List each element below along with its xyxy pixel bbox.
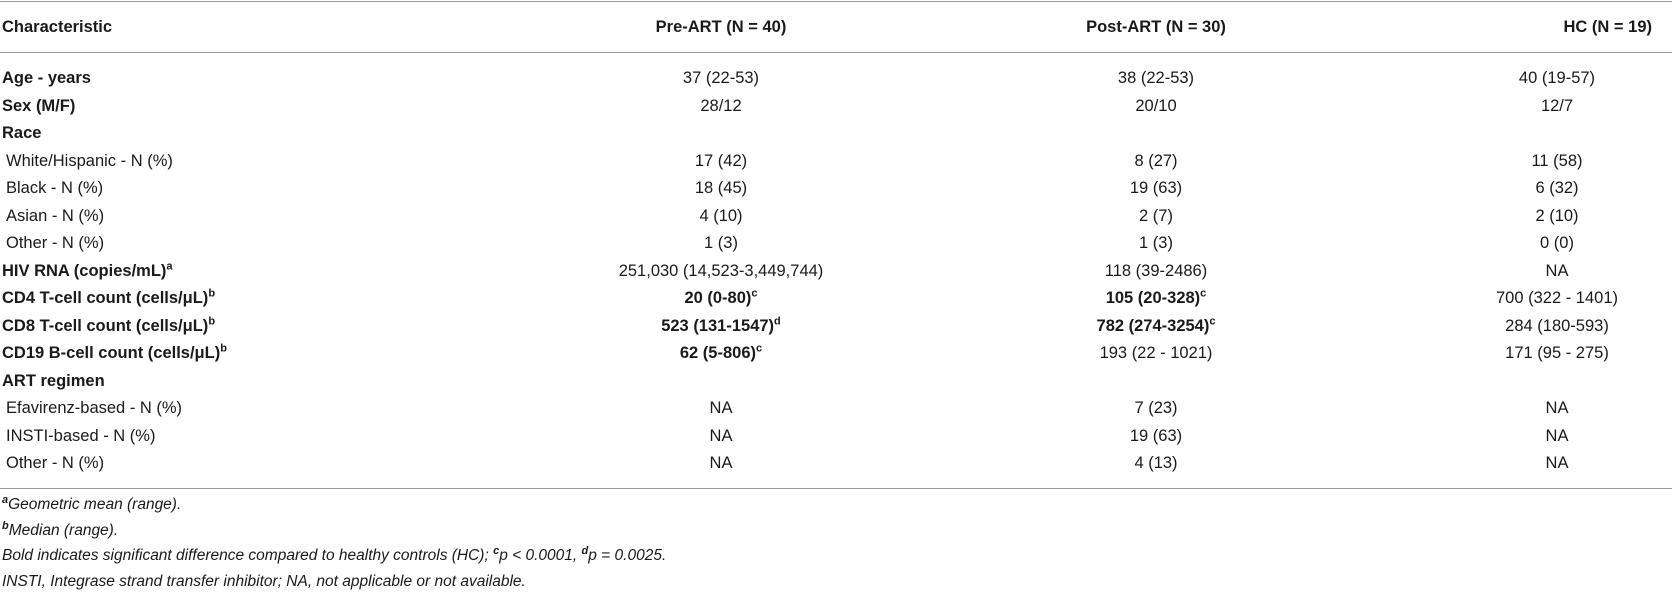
table-row <box>0 148 1672 176</box>
table-row <box>0 93 1672 121</box>
cell-post-art: 19 (63) <box>910 175 1342 203</box>
header-pre-art: Pre-ART (N = 40) <box>402 2 910 53</box>
characteristics-table <box>0 1 1672 489</box>
table-row <box>0 175 1672 203</box>
cell-hc: 40 (19-57) <box>1342 53 1672 93</box>
cell-post-art: 105 $(20-328)^c$ <box>910 285 1342 313</box>
footnote-mark: c <box>751 288 757 300</box>
cell-hc: 171 (95 - 275) <box>1342 340 1672 368</box>
cell-post-art: 782 $(274-3254)^c$ <box>910 313 1342 341</box>
table-row <box>0 285 1672 313</box>
footnote-mark: d <box>774 315 781 327</box>
cell-post-art: 38 (22-53) <box>910 53 1342 93</box>
cell-pre-art: NA <box>402 450 910 488</box>
row-label: Sex (M/F) <box>0 93 402 121</box>
row-section-label: ART regimen <box>0 368 402 396</box>
cell-post-art: 1 (3) <box>910 230 1342 258</box>
cell-pre-art: 4 (10) <box>402 203 910 231</box>
footnote-b: $^b$Median (range). <box>2 518 666 544</box>
cell-hc: 0 (0) <box>1342 230 1672 258</box>
cell-hc: NA <box>1342 258 1672 286</box>
cell-pre-art: 1 (3) <box>402 230 910 258</box>
cell-hc <box>1342 120 1672 148</box>
footnote-mark: b <box>220 343 227 355</box>
footnote-mark: c <box>1209 315 1215 327</box>
table-row <box>0 450 1672 488</box>
footnote-significance: Bold indicates significant difference compared to healthy controls (HC); $^c$p < 0.0001, $^d$p = 0.0025. <box>2 543 666 569</box>
table-row <box>0 230 1672 258</box>
table-row <box>0 423 1672 451</box>
cell-pre-art: 37 (22-53) <box>402 53 910 93</box>
row-section-label: Race <box>0 120 402 148</box>
footnote-mark: d <box>582 545 589 557</box>
row-label: HIV RNA (copies/mL)$^a$ <box>0 258 402 286</box>
footnote-mark: a <box>2 494 8 506</box>
cell-pre-art: 17 (42) <box>402 148 910 176</box>
cell-pre-art: NA <box>402 423 910 451</box>
cell-pre-art <box>402 120 910 148</box>
cell-post-art: 20/10 <box>910 93 1342 121</box>
table-row <box>0 340 1672 368</box>
table-row <box>0 203 1672 231</box>
header-characteristic: Characteristic <box>0 2 402 53</box>
cell-post-art <box>910 120 1342 148</box>
cell-hc: 12/7 <box>1342 93 1672 121</box>
cell-pre-art: 523 $(131-1547)^d$ <box>402 313 910 341</box>
cell-hc: NA <box>1342 423 1672 451</box>
cell-pre-art <box>402 368 910 396</box>
table-row <box>0 313 1672 341</box>
cell-hc: 11 (58) <box>1342 148 1672 176</box>
row-label: CD4 T-cell count (cells/μL)$^b$ <box>0 285 402 313</box>
cell-post-art: 7 (23) <box>910 395 1342 423</box>
footnote-abbreviations: INSTI, Integrase strand transfer inhibitor; NA, not applicable or not available. <box>2 569 666 594</box>
cell-post-art: 2 (7) <box>910 203 1342 231</box>
cell-pre-art: 62 $(5-806)^c$ <box>402 340 910 368</box>
footnote-mark: b <box>2 519 9 531</box>
footnote-mark: c <box>493 545 499 557</box>
cell-hc: NA <box>1342 450 1672 488</box>
table-row <box>0 368 1672 396</box>
cell-pre-art: 20 $(0-80)^c$ <box>402 285 910 313</box>
row-label: Efavirenz-based - N (%) <box>0 395 402 423</box>
cell-hc <box>1342 368 1672 396</box>
cell-hc: 2 (10) <box>1342 203 1672 231</box>
cell-post-art <box>910 368 1342 396</box>
cell-hc: 284 (180-593) <box>1342 313 1672 341</box>
table-row <box>0 120 1672 148</box>
cell-pre-art: NA <box>402 395 910 423</box>
table-row <box>0 258 1672 286</box>
cell-post-art: 4 (13) <box>910 450 1342 488</box>
footnote-mark: c <box>1200 288 1206 300</box>
cell-pre-art: 28/12 <box>402 93 910 121</box>
table-row <box>0 53 1672 93</box>
cell-post-art: 8 (27) <box>910 148 1342 176</box>
cell-hc: 6 (32) <box>1342 175 1672 203</box>
header-hc: HC (N = 19) <box>1342 2 1672 53</box>
footnote-a: $^a$Geometric mean (range). <box>2 492 666 518</box>
row-label: Asian - N (%) <box>0 203 402 231</box>
header-row <box>0 2 1672 53</box>
row-label: White/Hispanic - N (%) <box>0 148 402 176</box>
row-label: INSTI-based - N (%) <box>0 423 402 451</box>
row-label: Black - N (%) <box>0 175 402 203</box>
row-label: Other - N (%) <box>0 230 402 258</box>
row-label: Other - N (%) <box>0 450 402 488</box>
footnote-mark: c <box>756 343 762 355</box>
cell-post-art: 193 (22 - 1021) <box>910 340 1342 368</box>
footnote-mark: b <box>208 288 215 300</box>
cell-post-art: 118 (39-2486) <box>910 258 1342 286</box>
row-label: Age - years <box>0 53 402 93</box>
cell-hc: NA <box>1342 395 1672 423</box>
table-row <box>0 395 1672 423</box>
table-footnotes <box>2 492 666 594</box>
cell-post-art: 19 (63) <box>910 423 1342 451</box>
footnote-mark: b <box>208 315 215 327</box>
row-label: CD19 B-cell count (cells/μL)$^b$ <box>0 340 402 368</box>
cell-pre-art: 18 (45) <box>402 175 910 203</box>
header-post-art: Post-ART (N = 30) <box>910 2 1342 53</box>
row-label: CD8 T-cell count (cells/μL)$^b$ <box>0 313 402 341</box>
footnote-mark: a <box>166 260 172 272</box>
cell-pre-art: 251,030 (14,523-3,449,744) <box>402 258 910 286</box>
cell-hc: 700 (322 - 1401) <box>1342 285 1672 313</box>
